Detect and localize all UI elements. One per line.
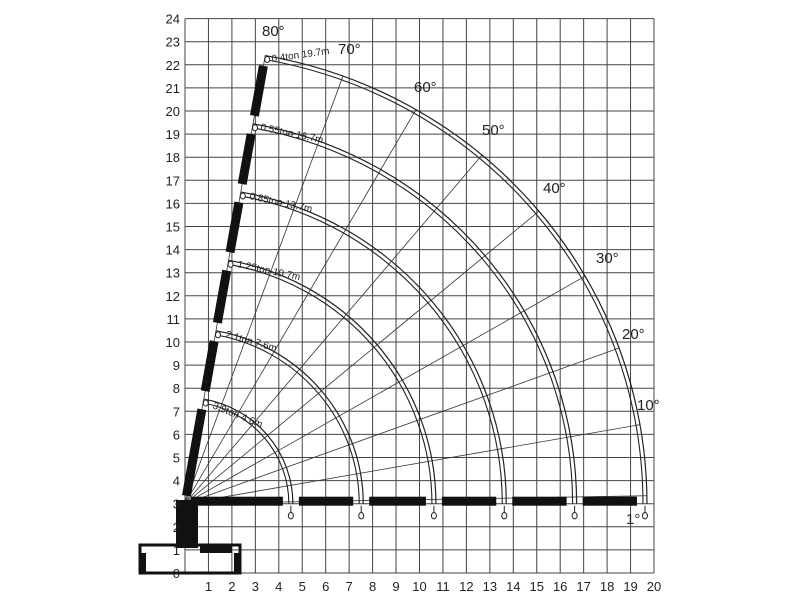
boom-vertical-segment	[205, 341, 214, 391]
angle-label: 60°	[414, 79, 437, 96]
hook-marker	[642, 513, 647, 519]
angle-label: 50°	[482, 122, 505, 139]
x-tick-label: 5	[298, 579, 306, 594]
boom-tip-marker	[265, 57, 270, 63]
load-label: 0.85ton 13.7m	[248, 191, 314, 216]
x-tick-label: 2	[228, 579, 236, 594]
x-tick-label: 13	[482, 579, 498, 594]
load-label: 0.55ton 16.7m	[259, 122, 325, 147]
x-tick-label: 18	[599, 579, 615, 594]
load-label: 3.9ton 4.6m	[210, 400, 264, 431]
x-tick-label: 10	[412, 579, 427, 594]
x-tick-label: 4	[275, 579, 283, 594]
y-tick-label: 13	[165, 265, 180, 281]
x-tick-label: 14	[506, 579, 521, 594]
boom-tip-marker	[253, 125, 258, 131]
x-tick-label: 17	[576, 579, 591, 594]
angle-label: 30°	[596, 250, 619, 267]
y-tick-label: 0	[172, 566, 180, 581]
boom-tip-marker	[215, 332, 220, 338]
boom-horizontal-segment	[583, 497, 637, 506]
y-tick-label: 10	[165, 335, 180, 350]
boom-vertical-segment	[217, 271, 226, 323]
y-tick-label: 17	[165, 173, 180, 189]
hook-marker	[431, 513, 436, 519]
x-tick-label: 3	[251, 579, 259, 594]
boom-horizontal-segment	[369, 497, 426, 506]
x-tick-label: 8	[368, 579, 377, 594]
y-tick-label: 15	[165, 219, 180, 235]
y-tick-label: 3	[172, 496, 180, 512]
x-tick-label: 19	[623, 579, 638, 594]
angle-ray	[185, 211, 539, 504]
labels	[166, 12, 662, 594]
boom-horizontal-segment	[442, 497, 496, 506]
y-tick-label: 14	[165, 242, 180, 258]
angle-label: 10°	[637, 397, 660, 414]
boom-tip-marker	[228, 261, 233, 267]
x-tick-label: 11	[436, 579, 450, 594]
y-tick-label: 23	[165, 34, 180, 50]
hook-marker	[288, 513, 293, 519]
angle-ray	[185, 425, 640, 504]
x-tick-label: 6	[322, 579, 330, 594]
load-label: 2.1ton 7.6m	[224, 329, 278, 355]
x-tick-label: 15	[529, 579, 544, 594]
truck-outline	[140, 500, 240, 573]
hook-marker	[502, 513, 507, 519]
boom-horizontal-segment	[299, 497, 353, 506]
boom-horizontal-segment	[191, 497, 283, 506]
y-tick-label: 7	[172, 404, 180, 420]
hook-marker	[572, 513, 577, 519]
x-tick-label: 16	[552, 579, 568, 594]
x-tick-label: 20	[646, 579, 662, 594]
angle-label: 20°	[622, 326, 645, 343]
load-label: 1.25ton 10.7m	[236, 259, 302, 284]
boom-tip-marker	[203, 400, 208, 406]
angle-label: 40°	[543, 180, 566, 197]
y-tick-label: 11	[166, 311, 180, 327]
y-tick-label: 4	[172, 473, 180, 489]
boom-horizontal-segment	[512, 497, 566, 506]
outrigger-beam	[200, 545, 232, 553]
y-tick-label: 9	[172, 358, 180, 374]
y-tick-label: 2	[172, 519, 180, 535]
y-tick-label: 5	[172, 450, 180, 466]
y-tick-label: 16	[165, 196, 180, 212]
y-tick-label: 24	[165, 11, 180, 27]
x-tick-label: 9	[392, 579, 400, 594]
y-tick-label: 12	[165, 288, 180, 304]
x-tick-label: 1	[204, 579, 213, 594]
angle-label: 80°	[262, 23, 285, 40]
y-tick-label: 21	[165, 80, 180, 96]
x-tick-label: 7	[345, 579, 353, 594]
y-tick-label: 19	[165, 127, 180, 143]
boom-vertical-segment	[186, 409, 201, 495]
angle-ray	[185, 276, 585, 504]
angle-label: 70°	[338, 41, 361, 58]
y-tick-label: 20	[165, 104, 180, 119]
boom-vertical-segment	[230, 202, 239, 252]
y-tick-label: 1	[172, 542, 180, 558]
load-label: 0.4ton 19.7m	[270, 45, 331, 65]
x-tick-label: 12	[459, 579, 474, 594]
hook-marker	[359, 513, 364, 519]
angle-rays	[185, 56, 647, 504]
range-arcs	[203, 56, 647, 504]
y-tick-label: 22	[165, 57, 180, 73]
boom-vertical-segment	[242, 134, 251, 184]
truck-leg-right	[234, 553, 240, 573]
y-tick-label: 6	[172, 427, 180, 443]
boom-tip-marker	[240, 193, 245, 199]
truck-leg-left	[140, 553, 146, 573]
angle-label: 1°	[626, 511, 641, 528]
y-tick-label: 8	[172, 381, 180, 397]
y-tick-label: 18	[165, 150, 180, 166]
